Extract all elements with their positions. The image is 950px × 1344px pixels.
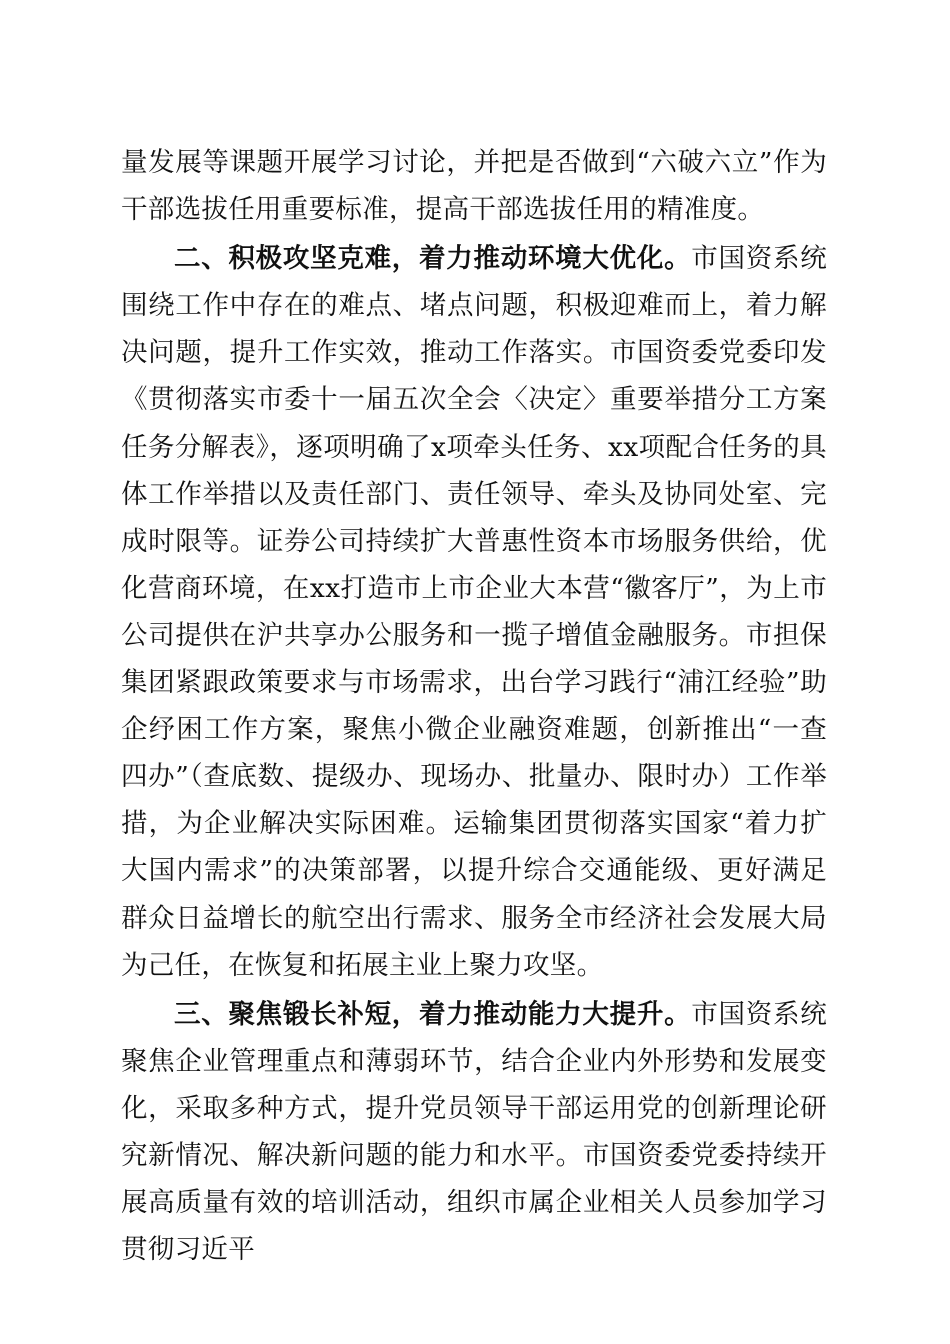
paragraph-section-two xyxy=(121,235,827,989)
section-heading: 三、聚焦锻长补短，着力推动能力大提升。 xyxy=(174,998,692,1030)
paragraph-text: 市国资系统聚焦企业管理重点和薄弱环节，结合企业内外形势和发展变化，采取多种方式，提升党员领导干部运用党的创新理论研究新情况、解决新问题的能力和水平。市国资委党委持续开展高质量有效的培训活动，组织市属企业相关人员参加学习贯彻习近平 xyxy=(121,998,828,1266)
paragraph-text: 市国资系统围绕工作中存在的难点、堵点问题，积极迎难而上，着力解决问题，提升工作实效，推动工作落实。市国资委党委印发《贯彻落实市委十一届五次全会〈决定〉重要举措分工方案任务分解表》，逐项明确了x项牵头任务、xx项配合任务的具体工作举措以及责任部门、责任领导、牵头及协同处室、完成时限等。证券公司持续扩大普惠性资本市场服务供给，优化营商环境，在xx打造市上市企业大本营“徽客厅”，为上市公司提供在沪共享办公服务和一揽子增值金融服务。市担保集团紧跟政策要求与市场需求，出台学习践行“浦江经验”助企纾困工作方案，聚焦小微企业融资难题，创新推出“一查四办”（查底数、提级办、现场办、批量办、限时办）工作举措，为企业解决实际困难。运输集团贯彻落实国家“着力扩大国内需求”的决策部署，以提升综合交通能级、更好满足群众日益增长的航空出行需求、服务全市经济社会发展大局为己任，在恢复和拓展主业上聚力攻坚。 xyxy=(121,243,828,981)
paragraph-section-three xyxy=(121,991,827,1274)
document-body xyxy=(121,139,827,1273)
paragraph-text: 量发展等课题开展学习讨论，并把是否做到“六破六立”作为干部选拔任用重要标准，提高干部选拔任用的精准度。 xyxy=(121,147,827,226)
paragraph-continuation xyxy=(121,139,827,233)
section-heading: 二、积极攻坚克难，着力推动环境大优化。 xyxy=(174,243,692,275)
